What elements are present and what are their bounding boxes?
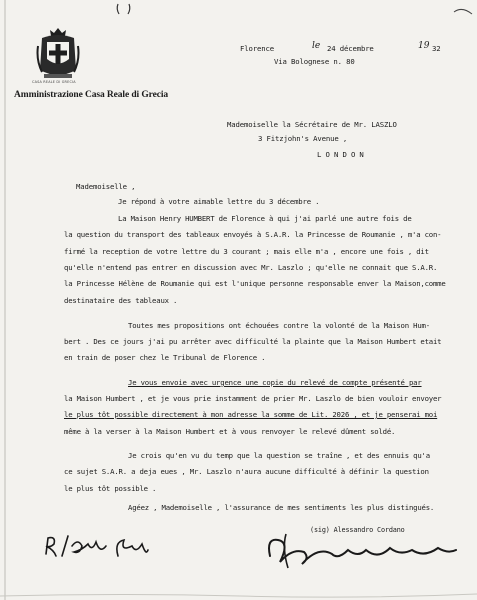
stray-mark <box>114 2 134 16</box>
body-line: qu'elle n'entend pas entrer en discussion avec Mr. Laszlo ; qu'elle ne connait que S.A.R. <box>64 263 438 272</box>
body-line: firmé la reception de votre lettre du 3 courant ; mais elle m'a , encore une fois , dit <box>64 247 429 256</box>
recipient-line3: L O N D O N <box>317 150 364 159</box>
body-line: le plus tôt possible . <box>64 484 157 493</box>
typed-signature-name: (sig) Alessandro Cordano <box>310 526 405 534</box>
dateline-date-prefix: le <box>312 41 321 51</box>
body-line: La Maison Henry HUMBERT de Florence à qui j'ai parlé une autre fois de <box>118 214 412 223</box>
body-line: Je crois qu'en vu du temp que la question se traîne , et des ennuis qu'a <box>128 451 430 460</box>
dateline-year: 32 <box>432 44 441 53</box>
dateline-year-prefix: 19 <box>418 41 430 51</box>
handwritten-signature <box>262 528 462 572</box>
body-line: bert . Des ce jours j'ai pu arrêter avec difficulté la plainte que la Maison Humbert etait <box>64 337 442 346</box>
scan-margin-mark <box>2 0 10 600</box>
recipient-line1: Mademoiselle la Sécrétaire de Mr. LASZLO <box>227 120 397 129</box>
body-line: Je répond à votre aimable lettre du 3 décembre . <box>118 197 320 206</box>
salutation: Mademoiselle , <box>76 182 136 191</box>
royal-crest-icon <box>36 26 80 82</box>
crest-caption: CASA REALE DI GRECIA <box>32 80 76 84</box>
body-line: Agéez , Mademoiselle , l'assurance de mes sentiments les plus distingués. <box>128 503 435 512</box>
body-line: même à la verser à la Maison Humbert et à vous renvoyer le relevé dûment soldé. <box>64 427 396 436</box>
dateline-city: Florence <box>240 44 274 53</box>
body-line: Toutes mes propositions ont échouées contre la volonté de la Maison Hum- <box>128 321 430 330</box>
body-line: la Maison Humbert , et je vous prie instamment de prier Mr. Laszlo de bien vouloir envoyer <box>64 394 442 403</box>
body-line: la question du transport des tableaux envoyés à S.A.R. la Princesse de Roumanie , m'a con- <box>64 230 442 239</box>
dateline-address: Via Bolognese n. 80 <box>274 57 355 66</box>
body-line: ce sujet S.A.R. a deja eues , Mr. Laszlo n'aura aucune difficulté à définir la question <box>64 467 429 476</box>
recipient-line2: 3 Fitzjohn's Avenue , <box>258 134 348 143</box>
dateline-date: 24 décembre <box>327 44 374 53</box>
handwritten-annotation <box>42 532 152 562</box>
corner-mark <box>452 4 474 20</box>
scan-bottom-edge <box>0 586 477 600</box>
body-line: en train de poser chez le Tribunal de Florence . <box>64 353 266 362</box>
body-line: Je vous envoie avec urgence une copie du relevé de compte présenté par <box>128 378 422 387</box>
body-line: destinataire des tableaux . <box>64 296 178 305</box>
body-line: le plus tôt possible directement à mon adresse la somme de Lit. 2026 , et je penserai moi <box>64 410 438 419</box>
body-line: la Princesse Hélène de Roumanie qui est l'unique personne responsable enver la Maison,comme <box>64 279 446 288</box>
letterhead-admin-name: Amministrazione Casa Reale di Grecia <box>14 90 169 100</box>
